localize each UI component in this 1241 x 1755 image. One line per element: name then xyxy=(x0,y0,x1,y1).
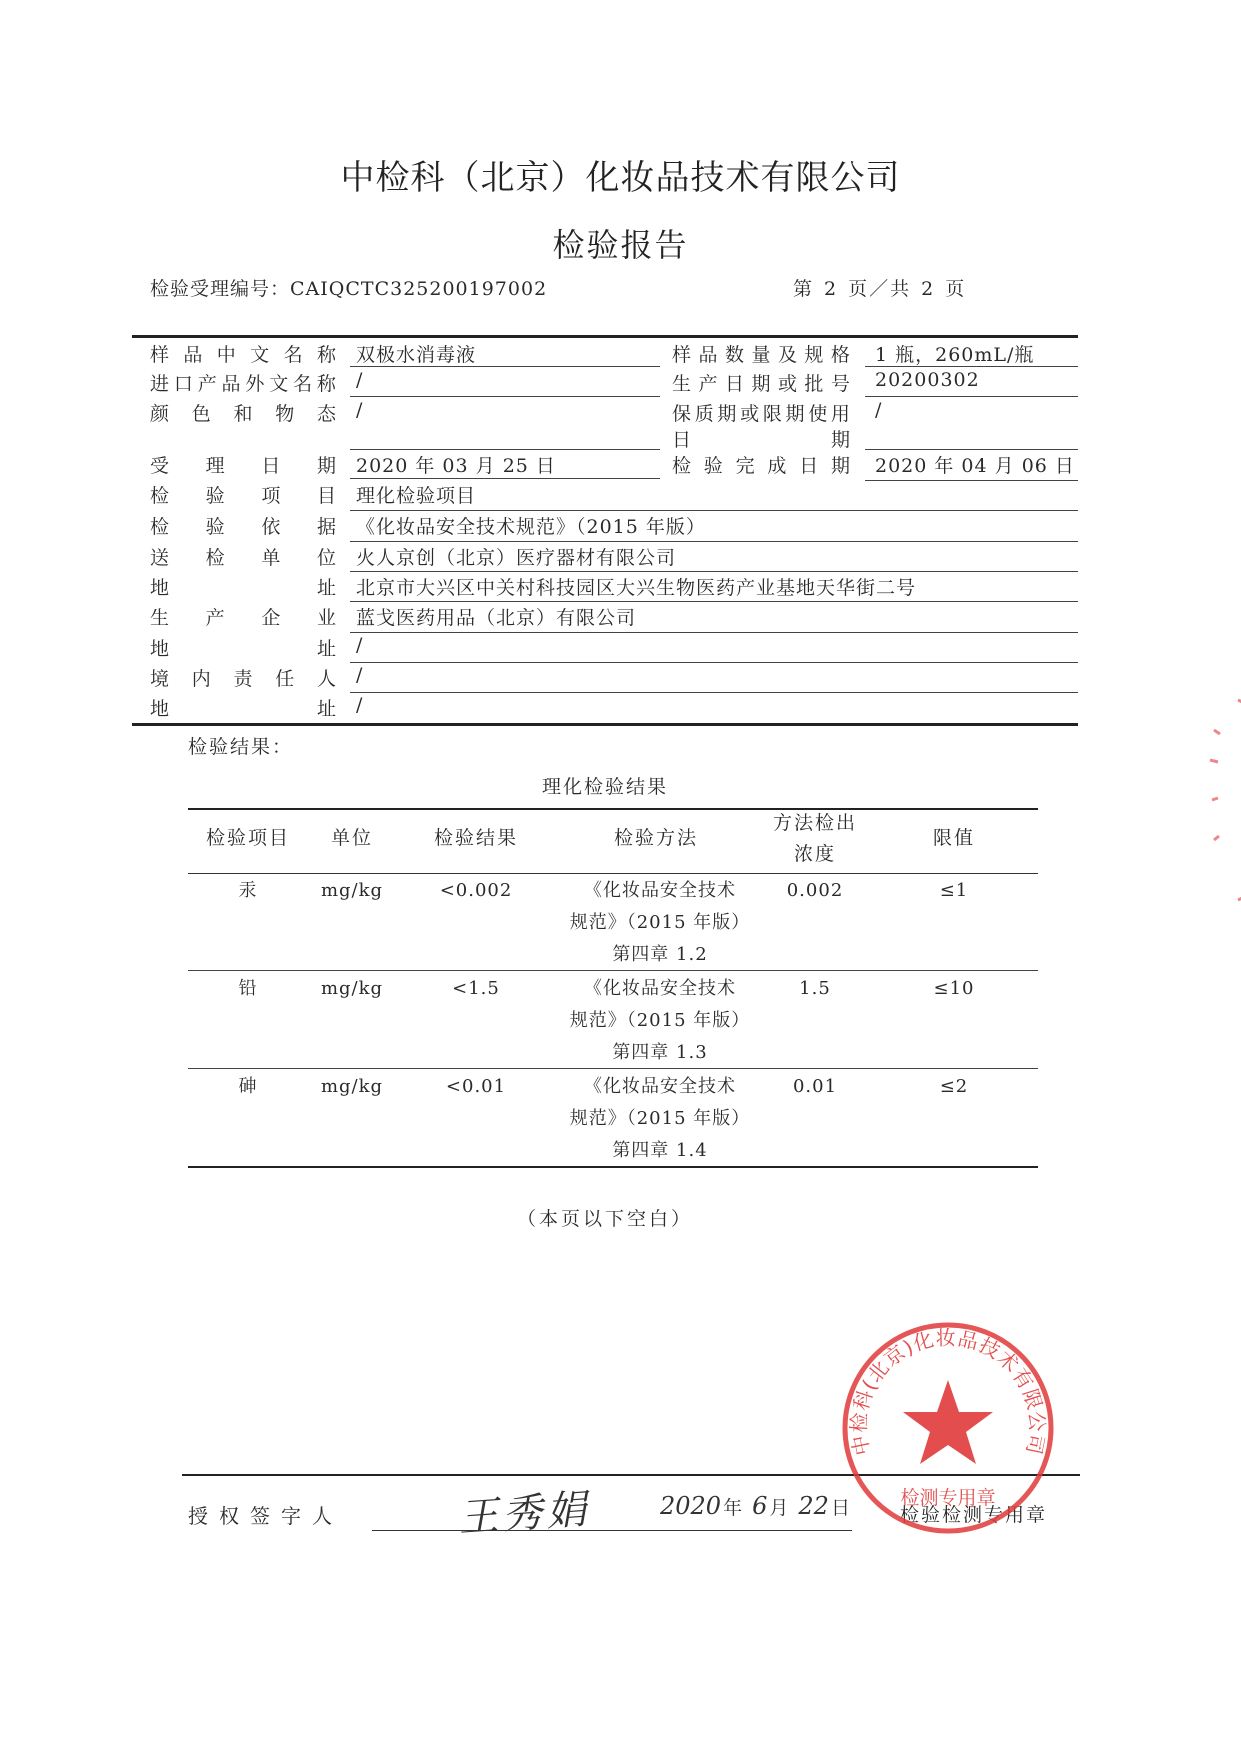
th-method: 检验方法 xyxy=(613,827,698,849)
seal-arc-text: 中检科(北京)化妆品技术有限公司 xyxy=(846,1325,1050,1458)
row3-method-line2: 规范》（2015 年版） xyxy=(569,1108,751,1129)
acceptance-number xyxy=(150,274,547,301)
underline-domestic-resp xyxy=(350,692,1078,693)
authorized-signatory-label: 授权签字人 xyxy=(188,1504,343,1528)
row3-method xyxy=(550,1071,770,1167)
underline-production-date xyxy=(865,396,1078,397)
row1-item: 汞 xyxy=(238,880,258,901)
seal-star xyxy=(903,1380,993,1464)
label-manufacturer: 生 产 企 业 xyxy=(150,607,336,629)
blank-below-note: （本页以下空白） xyxy=(516,1208,693,1230)
th-detect-line1: 方法检出 xyxy=(772,812,857,834)
underline-import-foreign-name xyxy=(350,396,660,397)
label-color-state: 颜 色 和 物 态 xyxy=(150,403,336,425)
row1-method xyxy=(550,875,770,971)
th-result: 检验结果 xyxy=(433,827,518,849)
row3-item: 砷 xyxy=(238,1076,258,1097)
underline-sender-addr xyxy=(350,601,1078,602)
th-detect-line2: 浓度 xyxy=(793,843,836,865)
label-shelf-life-line2: 日 期 xyxy=(672,429,850,451)
row1-method-line2: 规范》（2015 年版） xyxy=(569,912,751,933)
row2-method-line3: 第四章 1.3 xyxy=(612,1042,708,1063)
value-sender: 火人京创（北京）医疗器材有限公司 xyxy=(356,547,677,569)
date-day-unit: 日 xyxy=(830,1497,850,1519)
value-sample-qty: 1 瓶，260mL/瓶 xyxy=(875,344,1035,366)
row1-unit: mg/kg xyxy=(320,880,384,901)
th-unit: 单位 xyxy=(330,827,373,849)
label-domestic-resp: 境 内 责 任 人 xyxy=(150,668,336,690)
row1-detect: 0.002 xyxy=(786,880,844,901)
row1-limit: ≤1 xyxy=(939,880,969,901)
label-test-basis: 检 验 依 据 xyxy=(150,516,336,538)
row1-result: <0.002 xyxy=(439,880,513,901)
page-suffix: 页 xyxy=(945,278,967,300)
partial-seal-edge-icon xyxy=(1198,690,1241,910)
date-year: 2020 xyxy=(660,1492,722,1520)
underline-manufacturer-addr xyxy=(350,662,1078,663)
value-test-basis: 《化妆品安全技术规范》（2015 年版） xyxy=(356,516,706,538)
label-import-foreign-name: 进 口 产 品 外 文 名 称 xyxy=(150,373,336,395)
row2-method-line1: 《化妆品安全技术 xyxy=(584,978,736,999)
value-sender-addr: 北京市大兴区中关村科技园区大兴生物医药产业基地天华街二号 xyxy=(356,577,917,599)
date-year-unit: 年 xyxy=(723,1497,743,1519)
label-complete-date: 检 验 完 成 日 期 xyxy=(672,455,850,477)
page-indicator xyxy=(788,274,971,301)
th-item: 检验项目 xyxy=(205,827,290,849)
value-test-item: 理化检验项目 xyxy=(356,485,477,507)
label-production-date: 生 产 日 期 或 批 号 xyxy=(672,373,850,395)
value-shelf-life: / xyxy=(875,399,883,421)
row2-item: 铅 xyxy=(238,978,258,999)
label-domestic-resp-addr: 地 址 xyxy=(150,698,336,720)
label-manufacturer-addr: 地 址 xyxy=(150,638,336,660)
underline-shelf-life xyxy=(865,449,1078,450)
row2-method xyxy=(550,973,770,1069)
row1-method-line1: 《化妆品安全技术 xyxy=(584,880,736,901)
row2-limit: ≤10 xyxy=(933,978,975,999)
label-sample-cn-name: 样 品 中 文 名 称 xyxy=(150,344,336,366)
page-prefix: 第 xyxy=(793,278,815,300)
results-table-title: 理化检验结果 xyxy=(541,776,668,798)
info-bottom-rule xyxy=(132,723,1078,726)
acceptance-label: 检验受理编号： xyxy=(150,278,291,300)
row2-result: <1.5 xyxy=(452,978,500,999)
report-title: 检验报告 xyxy=(552,226,689,264)
label-sample-qty: 样 品 数 量 及 规 格 xyxy=(672,344,850,366)
row2-detect: 1.5 xyxy=(799,978,831,999)
th-detect xyxy=(756,808,874,870)
results-table-bottom-rule xyxy=(188,1166,1038,1168)
date-month: 6 xyxy=(752,1492,768,1520)
info-top-rule xyxy=(132,335,1078,338)
results-table-top-rule xyxy=(188,808,1038,810)
date-day: 22 xyxy=(798,1492,829,1520)
value-import-foreign-name: / xyxy=(356,369,364,391)
row3-unit: mg/kg xyxy=(320,1076,384,1097)
official-seal-icon xyxy=(838,1318,1058,1538)
row2-bottom-rule xyxy=(188,1068,1038,1069)
underline-sender xyxy=(350,571,1078,572)
stamp-line-label: 检验检测专用章 xyxy=(900,1504,1048,1526)
seal-bottom-text: 检测专用章 xyxy=(900,1487,996,1509)
handwritten-date xyxy=(660,1492,860,1520)
row3-method-line3: 第四章 1.4 xyxy=(612,1140,708,1161)
underline-accept-date xyxy=(350,478,660,479)
underline-sample-cn-name xyxy=(350,366,660,367)
label-sender-addr: 地 址 xyxy=(150,577,336,599)
underline-color-state xyxy=(350,449,660,450)
value-domestic-resp: / xyxy=(356,664,364,686)
th-limit: 限值 xyxy=(932,827,975,849)
date-month-unit: 月 xyxy=(769,1497,789,1519)
results-header-rule xyxy=(188,873,1038,874)
value-production-date: 20200302 xyxy=(875,369,980,391)
row3-result: <0.01 xyxy=(445,1076,507,1097)
value-domestic-resp-addr: / xyxy=(356,694,364,716)
label-shelf-life-line1: 保 质 期 或 限 期 使 用 xyxy=(672,403,850,425)
row1-method-line3: 第四章 1.2 xyxy=(612,944,708,965)
acceptance-value: CAIQCTC325200197002 xyxy=(290,278,548,300)
row2-method-line2: 规范》（2015 年版） xyxy=(569,1010,751,1031)
value-manufacturer-addr: / xyxy=(356,634,364,656)
value-color-state: / xyxy=(356,399,364,421)
row2-unit: mg/kg xyxy=(320,978,384,999)
value-accept-date: 2020 年 03 月 25 日 xyxy=(356,455,556,477)
page-mid: 页／共 xyxy=(848,278,912,300)
label-accept-date: 受 理 日 期 xyxy=(150,455,336,477)
handwritten-signature: 王秀娟 xyxy=(456,1486,592,1542)
underline-complete-date xyxy=(865,480,1078,481)
row3-limit: ≤2 xyxy=(939,1076,969,1097)
page-current: 2 xyxy=(824,278,839,300)
value-complete-date: 2020 年 04 月 06 日 xyxy=(875,455,1075,477)
label-test-item: 检 验 项 目 xyxy=(150,485,336,507)
row3-method-line1: 《化妆品安全技术 xyxy=(584,1076,736,1097)
page-total: 2 xyxy=(921,278,936,300)
underline-test-item xyxy=(350,510,1078,511)
row1-bottom-rule xyxy=(188,970,1038,971)
company-name: 中检科（北京）化妆品技术有限公司 xyxy=(340,158,901,198)
value-sample-cn-name: 双极水消毒液 xyxy=(356,344,477,366)
row3-detect: 0.01 xyxy=(792,1076,838,1097)
underline-sample-qty xyxy=(865,366,1078,367)
underline-manufacturer xyxy=(350,632,1078,633)
underline-test-basis xyxy=(350,541,1078,542)
value-manufacturer: 蓝戈医药用品（北京）有限公司 xyxy=(356,607,637,629)
results-label: 检验结果： xyxy=(188,736,294,758)
label-sender: 送 检 单 位 xyxy=(150,547,336,569)
signature-line xyxy=(372,1530,852,1531)
